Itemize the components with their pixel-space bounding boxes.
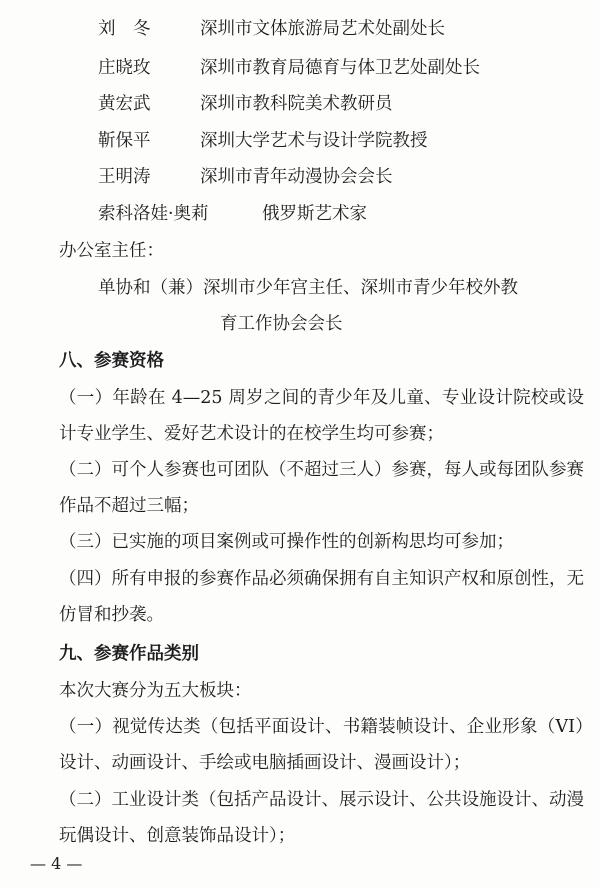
- member-title: 深圳市教科院美术教研员: [200, 94, 393, 114]
- categories-intro: 本次大赛分为五大板块：: [59, 681, 252, 701]
- eligibility-item-2: （二）可个人参赛也可团队（不超过三人）参赛，每人或每团队参赛作品不超过三幅；: [59, 460, 584, 516]
- section-heading: 九、参赛作品类别: [59, 644, 199, 664]
- office-director-line2: 育工作协会会长: [220, 314, 343, 334]
- eligibility-item-3: （三）已实施的项目案例或可操作性的创新构思均可参加；: [59, 532, 514, 552]
- category-item-2: （二）工业设计类（包括产品设计、展示设计、公共设施设计、动漫玩偶设计、创意装饰品设计）；: [59, 790, 584, 846]
- office-label: 办公室主任：: [59, 241, 164, 261]
- category-item-1: （一）视觉传达类（包括平面设计、书籍装帧设计、企业形象（VI）设计、动画设计、手绘或电脑插画设计、漫画设计）；: [59, 717, 584, 773]
- eligibility-item-1: （一）年龄在 4—25 周岁之间的青少年及儿童、专业设计院校或设计专业学生、爱好艺术设计的在校学生均可参赛；: [59, 388, 584, 444]
- member-name: 索科洛娃·奥莉: [98, 204, 209, 224]
- member-name: 庄晓玫: [98, 58, 151, 78]
- member-title: 深圳市青年动漫协会会长: [200, 167, 393, 187]
- member-title: 深圳市文体旅游局艺术处副处长: [200, 19, 445, 39]
- member-title: 深圳大学艺术与设计学院教授: [200, 131, 428, 151]
- member-title: 深圳市教育局德育与体卫艺处副处长: [200, 58, 480, 78]
- member-title: 俄罗斯艺术家: [262, 204, 367, 224]
- section-heading: 八、参赛资格: [59, 351, 164, 371]
- member-name: 刘 冬: [98, 19, 151, 39]
- member-name: 黄宏武: [98, 94, 151, 114]
- page-number: — 4 —: [30, 854, 83, 873]
- office-director-line1: 单协和（兼）深圳市少年宫主任、深圳市青少年校外教: [98, 278, 518, 298]
- eligibility-item-4: （四）所有申报的参赛作品必须确保拥有自主知识产权和原创性，无仿冒和抄袭。: [59, 569, 584, 625]
- member-name: 王明涛: [98, 167, 151, 187]
- member-name: 靳保平: [98, 131, 151, 151]
